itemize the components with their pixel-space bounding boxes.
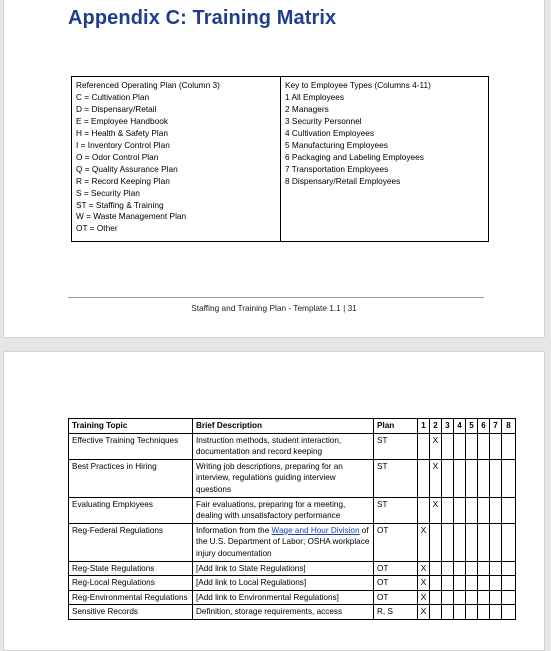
plan-key-item: D = Dispensary/Retail	[76, 103, 157, 114]
cell-employee-type	[490, 459, 502, 497]
employee-key-heading: Key to Employee Types (Columns 4-11)	[285, 80, 431, 90]
cell-employee-type	[490, 523, 502, 561]
cell-employee-type	[466, 433, 478, 459]
cell-employee-type	[430, 459, 442, 497]
cell-training-topic: Reg-Local Regulations	[69, 576, 193, 591]
employee-key-item: 2 Managers	[285, 103, 329, 114]
header-plan: Plan	[374, 419, 418, 434]
check-mark: X	[420, 606, 427, 617]
table-row	[69, 561, 516, 576]
check-mark: X	[432, 498, 439, 509]
cell-training-topic: Effective Training Techniques	[69, 433, 193, 459]
cell-plan: ST	[374, 459, 418, 497]
check-mark: X	[432, 434, 439, 445]
header-employee-type: 7	[490, 419, 502, 434]
plan-key-item: OT = Other	[76, 223, 118, 234]
cell-brief-description	[193, 590, 374, 605]
cell-employee-type	[502, 576, 516, 591]
cell-employee-type	[466, 605, 478, 620]
document-page-2	[3, 351, 545, 651]
employee-key-item: 6 Packaging and Labeling Employees	[285, 151, 424, 162]
cell-employee-type	[418, 459, 430, 497]
cell-employee-type	[454, 561, 466, 576]
cell-employee-type	[418, 523, 430, 561]
cell-employee-type	[442, 605, 454, 620]
cell-plan: ST	[374, 497, 418, 523]
employee-key	[281, 77, 488, 241]
table-row	[69, 497, 516, 523]
description-text: Definition, storage requirements, access	[196, 607, 343, 617]
cell-employee-type	[478, 497, 490, 523]
cell-brief-description	[193, 459, 374, 497]
description-text: Instruction methods, student interaction, documentation and record keeping	[196, 435, 342, 457]
cell-employee-type	[418, 576, 430, 591]
cell-employee-type	[478, 576, 490, 591]
cell-employee-type	[430, 561, 442, 576]
cell-employee-type	[490, 605, 502, 620]
check-mark: X	[420, 577, 427, 588]
cell-employee-type	[478, 590, 490, 605]
description-text: [Add link to Environmental Regulations]	[196, 592, 339, 602]
cell-employee-type	[490, 590, 502, 605]
plan-key-item: H = Health & Safety Plan	[76, 127, 169, 138]
cell-employee-type	[442, 433, 454, 459]
cell-employee-type	[502, 605, 516, 620]
employee-key-item: 8 Dispensary/Retail Employees	[285, 175, 401, 186]
plan-key-item: Q = Quality Assurance Plan	[76, 163, 178, 174]
cell-brief-description	[193, 576, 374, 591]
cell-employee-type	[454, 433, 466, 459]
plan-key-item: O = Odor Control Plan	[76, 151, 159, 162]
plan-key-item: S = Security Plan	[76, 187, 140, 198]
cell-training-topic: Sensitive Records	[69, 605, 193, 620]
cell-employee-type	[418, 590, 430, 605]
check-mark: X	[420, 591, 427, 602]
cell-employee-type	[502, 497, 516, 523]
cell-employee-type	[442, 497, 454, 523]
header-employee-type: 3	[442, 419, 454, 434]
cell-employee-type	[502, 561, 516, 576]
page-footer: Staffing and Training Plan - Template 1.1 | 31	[191, 303, 357, 313]
cell-employee-type	[502, 433, 516, 459]
cell-training-topic: Best Practices in Hiring	[69, 459, 193, 497]
table-row	[69, 523, 516, 561]
table-body	[69, 433, 516, 619]
header-employee-type: 4	[454, 419, 466, 434]
cell-employee-type	[478, 561, 490, 576]
plan-key-item: R = Record Keeping Plan	[76, 175, 170, 186]
header-employee-type: 5	[466, 419, 478, 434]
cell-employee-type	[418, 433, 430, 459]
cell-employee-type	[430, 497, 442, 523]
training-matrix-table	[68, 418, 516, 620]
cell-employee-type	[466, 561, 478, 576]
cell-employee-type	[490, 576, 502, 591]
employee-key-item: 5 Manufacturing Employees	[285, 139, 388, 150]
cell-plan: ST	[374, 433, 418, 459]
description-text: [Add link to Local Regulations]	[196, 578, 307, 588]
employee-key-list	[285, 92, 484, 188]
plan-key-item: C = Cultivation Plan	[76, 91, 150, 102]
cell-brief-description	[193, 433, 374, 459]
cell-employee-type	[454, 590, 466, 605]
table-row	[69, 576, 516, 591]
plan-key-item: ST = Staffing & Training	[76, 199, 164, 210]
header-brief-description: Brief Description	[193, 419, 374, 434]
cell-employee-type	[502, 590, 516, 605]
cell-employee-type	[430, 590, 442, 605]
cell-employee-type	[502, 459, 516, 497]
description-text: Fair evaluations, preparing for a meeting, dealing with unsatisfactory performance	[196, 499, 346, 521]
cell-employee-type	[454, 605, 466, 620]
plan-key-item: W = Waste Management Plan	[76, 211, 187, 222]
cell-plan: OT	[374, 590, 418, 605]
header-employee-type: 2	[430, 419, 442, 434]
description-text: [Add link to State Regulations]	[196, 563, 306, 573]
plan-key-list	[76, 92, 276, 235]
header-employee-type: 8	[502, 419, 516, 434]
cell-employee-type	[466, 497, 478, 523]
header-employee-type: 6	[478, 419, 490, 434]
description-text: Writing job descriptions, preparing for an interview, regulations guiding interview questions	[196, 461, 343, 494]
cell-employee-type	[454, 497, 466, 523]
cell-employee-type	[478, 605, 490, 620]
cell-employee-type	[478, 459, 490, 497]
cell-employee-type	[418, 605, 430, 620]
cell-employee-type	[478, 523, 490, 561]
plan-key	[72, 77, 281, 241]
description-link[interactable]: Wage and Hour Division	[271, 525, 360, 535]
cell-training-topic: Reg-Federal Regulations	[69, 523, 193, 561]
cell-brief-description	[193, 605, 374, 620]
cell-employee-type	[454, 576, 466, 591]
cell-employee-type	[454, 459, 466, 497]
cell-employee-type	[430, 605, 442, 620]
check-mark: X	[420, 562, 427, 573]
legend-box	[71, 76, 489, 242]
table-row	[69, 433, 516, 459]
footer-divider	[68, 297, 484, 298]
page-title: Appendix C: Training Matrix	[68, 7, 337, 29]
cell-employee-type	[418, 497, 430, 523]
cell-employee-type	[442, 561, 454, 576]
cell-training-topic: Evaluating Employees	[69, 497, 193, 523]
cell-brief-description	[193, 523, 374, 561]
cell-training-topic: Reg-Environmental Regulations	[69, 590, 193, 605]
cell-employee-type	[478, 433, 490, 459]
cell-employee-type	[454, 523, 466, 561]
check-mark: X	[420, 524, 427, 535]
cell-employee-type	[442, 576, 454, 591]
table-row	[69, 459, 516, 497]
cell-employee-type	[490, 561, 502, 576]
header-training-topic: Training Topic	[69, 419, 193, 434]
cell-plan: OT	[374, 576, 418, 591]
employee-key-item: 3 Security Personnel	[285, 115, 362, 126]
cell-plan: R, S	[374, 605, 418, 620]
cell-employee-type	[442, 590, 454, 605]
employee-key-item: 4 Cultivation Employees	[285, 127, 375, 138]
cell-brief-description	[193, 497, 374, 523]
plan-key-item: I = Inventory Control Plan	[76, 139, 170, 150]
cell-employee-type	[466, 523, 478, 561]
cell-employee-type	[442, 459, 454, 497]
cell-employee-type	[490, 433, 502, 459]
cell-training-topic: Reg-State Regulations	[69, 561, 193, 576]
employee-key-item: 7 Transportation Employees	[285, 163, 389, 174]
cell-employee-type	[430, 433, 442, 459]
employee-key-item: 1 All Employees	[285, 91, 345, 102]
table-row	[69, 605, 516, 620]
cell-employee-type	[418, 561, 430, 576]
cell-employee-type	[490, 497, 502, 523]
document-page-1	[3, 0, 545, 338]
cell-employee-type	[466, 459, 478, 497]
cell-brief-description	[193, 561, 374, 576]
cell-employee-type	[502, 523, 516, 561]
cell-employee-type	[430, 523, 442, 561]
table-row	[69, 590, 516, 605]
check-mark: X	[432, 460, 439, 471]
header-employee-type: 1	[418, 419, 430, 434]
description-text: of the U.S. Department of Labor; OSHA workplace injury documentation	[196, 525, 370, 558]
cell-plan: OT	[374, 523, 418, 561]
cell-employee-type	[430, 576, 442, 591]
plan-key-item: E = Employee Handbook	[76, 115, 169, 126]
cell-employee-type	[442, 523, 454, 561]
cell-employee-type	[466, 590, 478, 605]
cell-employee-type	[466, 576, 478, 591]
cell-plan: OT	[374, 561, 418, 576]
description-text: Information from the	[196, 525, 272, 535]
plan-key-heading: Referenced Operating Plan (Column 3)	[76, 80, 220, 90]
table-header-row	[69, 419, 516, 434]
